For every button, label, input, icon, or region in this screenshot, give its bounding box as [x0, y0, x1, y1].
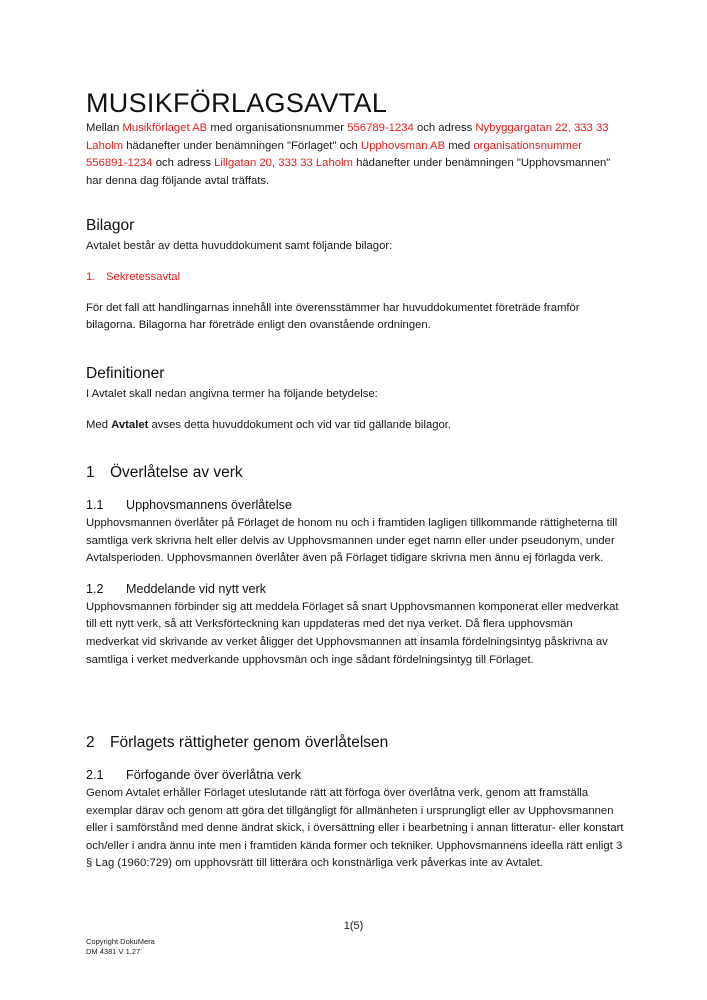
bilagor-list-item: [86, 269, 626, 286]
definition-post: avses detta huvuddokument och vid var tid gällande bilagor.: [148, 418, 452, 431]
section-2-1-text: Genom Avtalet erhåller Förlaget uteslutande rätt att förfoga över överlåtna verk, genom att framställa exemplar därav och genom att göra det tillgängligt för allmänheten i ursprungligt eller av Upphovsmannen eller i samförstånd med denne ändrat skick, i översättning eller i bearbetning i annan litteratur- eller konstart och/eller i andra ännu inte men i framtiden kända former och tekniker. Upphovsmannens ideella rätt enligt 3 § Lag (1960:729) om upphovsrätt till litterära och konstnärliga verk påverkas inte av Avtalet.: [86, 787, 624, 870]
bilagor-item-label: Sekretessavtal: [106, 270, 181, 283]
intro-paragraph: [86, 120, 626, 190]
intro-segment: Mellan: [86, 122, 123, 134]
intro-segment: med organisationsnummer: [207, 122, 348, 134]
section-2: [86, 733, 626, 873]
footer-doc-id: DM 4381 V 1.27: [86, 947, 141, 956]
footer-copyright: Copyright DokuMera: [86, 937, 155, 946]
section-2-1-number: 2.1: [86, 768, 104, 782]
definition-term: Avtalet: [111, 418, 149, 431]
section-2-heading: [86, 733, 626, 753]
section-1-1-title: Upphovsmannens överlåtelse: [126, 498, 292, 512]
section-2-title: Förlagets rättigheter genom överlåtelsen: [110, 734, 389, 751]
definitioner-heading: Definitioner: [86, 365, 165, 382]
section-1-2-heading: [86, 580, 626, 598]
section-1-number: 1: [86, 464, 95, 481]
intro-segment: hädanefter under benämningen "Upphovsmannen" har denna dag följande avtal träffats.: [86, 157, 611, 187]
bilagor-heading: Bilagor: [86, 217, 135, 234]
section-1-2-text: Upphovsmannen förbinder sig att meddela Förlaget så snart Upphovsmannen komponerat eller medverkat till ett nytt verk, så att Verksförteckning kan uppdateras med det nya verket. Då flera upphovsmän medverkat vid skrivande av verket åligger det Upphovsmannen att insamla fördelningsintyg påskrivna av samtliga i verket medverkande upphovsmän och inge sådant fördelningsintyg till Förlaget.: [86, 600, 619, 666]
bilagor-item-number: 1.: [86, 270, 96, 283]
document-title: MUSIKFÖRLAGSAVTAL: [86, 88, 388, 118]
section-1-title: Överlåtelse av verk: [110, 464, 243, 481]
intro-segment: och adress: [152, 157, 215, 170]
section-1-1-number: 1.1: [86, 498, 104, 512]
placeholder-field: Lillgatan 20, 333 33 Laholm: [214, 157, 353, 170]
definition-avtalet: [86, 417, 626, 435]
bilagor-precedence: För det fall att handlingarnas innehåll inte överensstämmer har huvuddokumentet företräde framför bilagorna. Bilagorna har företräde enligt den ovanstående ordningen.: [86, 301, 580, 332]
footer: [86, 937, 155, 957]
page-number: 1(5): [343, 920, 364, 932]
definitioner-lead: I Avtalet skall nedan angivna termer ha följande betydelse:: [86, 388, 378, 400]
intro-segment: med: [445, 139, 474, 152]
placeholder-field: 556789-1234: [347, 122, 414, 134]
bilagor-section: [86, 216, 626, 335]
section-2-1-heading: [86, 766, 626, 784]
section-2-1-title: Förfogande över överlåtna verk: [126, 768, 302, 782]
placeholder-field: organisationsnummer 556891-1234: [86, 139, 583, 170]
placeholder-field: Upphovsman AB: [360, 139, 446, 152]
placeholder-field: Nybyggargatan 22, 333 33 Laholm: [86, 122, 609, 152]
section-1-2-title: Meddelande vid nytt verk: [126, 581, 267, 596]
section-1-1-text: Upphovsmannen överlåter på Förlaget de honom nu och i framtiden lagligen tillkommande rättigheterna till samtliga verk skrivna helt eller delvis av Upphovsmannen under eget namn eller under pseudonym, under Avtalsperioden. Upphovsmannen överlåter även på Förlaget tidigare skrivna men ännu ej förlagda verk.: [86, 517, 618, 565]
definitioner-section: [86, 364, 626, 434]
intro-segment: och adress: [413, 122, 476, 134]
intro-text: [86, 120, 626, 190]
section-1-1-heading: [86, 496, 626, 514]
section-1-heading: [86, 463, 626, 483]
placeholder-field: Musikförlaget AB: [122, 122, 208, 134]
section-1-2-number: 1.2: [86, 581, 104, 596]
section-1: [86, 463, 626, 669]
section-2-number: 2: [86, 734, 95, 751]
definition-pre: Med: [86, 418, 112, 431]
intro-segment: hädanefter under benämningen "Förlaget" och: [123, 139, 361, 152]
bilagor-lead: Avtalet består av detta huvuddokument samt följande bilagor:: [86, 240, 393, 252]
